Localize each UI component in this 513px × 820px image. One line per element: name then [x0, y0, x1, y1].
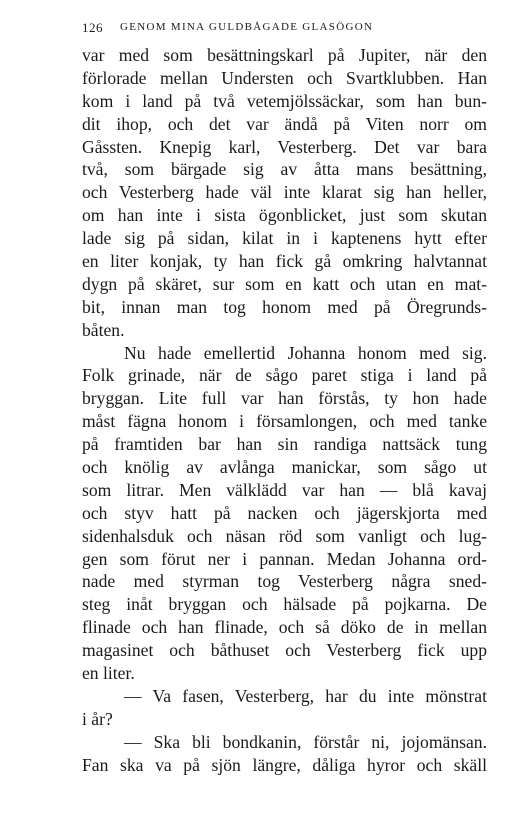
- text-line: båten.: [82, 319, 125, 340]
- text-line: i år?: [82, 708, 113, 729]
- text-line: var med som besättningskarl på Jupiter, när den: [82, 45, 487, 65]
- text-line: dit ihop, och det var ändå på Viten norr om: [82, 113, 487, 134]
- text-line: två, som bärgade sig av åtta mans besättning,: [82, 159, 487, 180]
- text-line: Nu hade emellertid Johanna honom med sig.: [124, 342, 487, 363]
- text-line: nade med styrman tog Vesterberg några sned-: [82, 571, 487, 592]
- text-line: lade sig på sidan, kilat in i kaptenens hytt efter: [82, 228, 487, 249]
- text-line: gen som förut ner i pannan. Medan Johanna ord-: [82, 548, 487, 569]
- text-line: en liter konjak, ty han fick gå omkring halvtannat: [82, 251, 487, 272]
- text-line: som litrar. Men välklädd var han — blå kavaj: [82, 479, 487, 500]
- text-line: sidenhalsduk och näsan röd som vanligt och lug-: [82, 525, 487, 546]
- text-line: måst fägna honom i församlongen, och med tanke: [82, 411, 487, 432]
- text-line: Fan ska va på sjön längre, dåliga hyror och skäll: [82, 754, 487, 775]
- text-line: — Va fasen, Vesterberg, har du inte mönstrat: [124, 685, 487, 706]
- text-line: Gåssten. Knepig karl, Vesterberg. Det var bara: [82, 136, 487, 157]
- text-line: kom i land på två vetemjölssäckar, som han bun-: [82, 90, 487, 111]
- page-number: 126: [82, 20, 103, 35]
- text-line: — Ska bli bondkanin, förstår ni, jojomänsan.: [124, 731, 487, 752]
- text-line: på framtiden bar han sin randiga nattsäck tung: [82, 434, 487, 455]
- text-line: om han inte i sista ögonblicket, just som skutan: [82, 205, 487, 226]
- text-line: förlorade mellan Understen och Svartklubben. Han: [82, 67, 487, 88]
- running-title: GENOM MINA GULDBÅGADE GLASÖGON: [120, 21, 374, 33]
- text-line: flinade och han flinade, och så döko de in mellan: [82, 617, 487, 638]
- text-line: Folk grinade, när de sågo paret stiga i land på: [82, 365, 487, 386]
- page-header: [82, 20, 487, 36]
- text-line: och Vesterberg hade väl inte klarat sig han heller,: [82, 182, 487, 203]
- text-line: bryggan. Lite full var han förstås, ty hon hade: [82, 388, 487, 409]
- text-line: och styv hatt på nacken och jägerskjorta med: [82, 502, 487, 523]
- text-line: dygn på skäret, sur som en katt och utan en mat-: [82, 273, 487, 294]
- text-line: en liter.: [82, 663, 135, 684]
- text-line: magasinet och båthuset och Vesterberg fick upp: [82, 640, 487, 661]
- text-line: bit, innan man tog honom med på Öregrunds-: [82, 296, 487, 317]
- body-text: [82, 44, 487, 777]
- text-line: steg inåt bryggan och hälsade på pojkarna. De: [82, 594, 487, 615]
- text-line: och knölig av avlånga manickar, som sågo ut: [82, 457, 487, 478]
